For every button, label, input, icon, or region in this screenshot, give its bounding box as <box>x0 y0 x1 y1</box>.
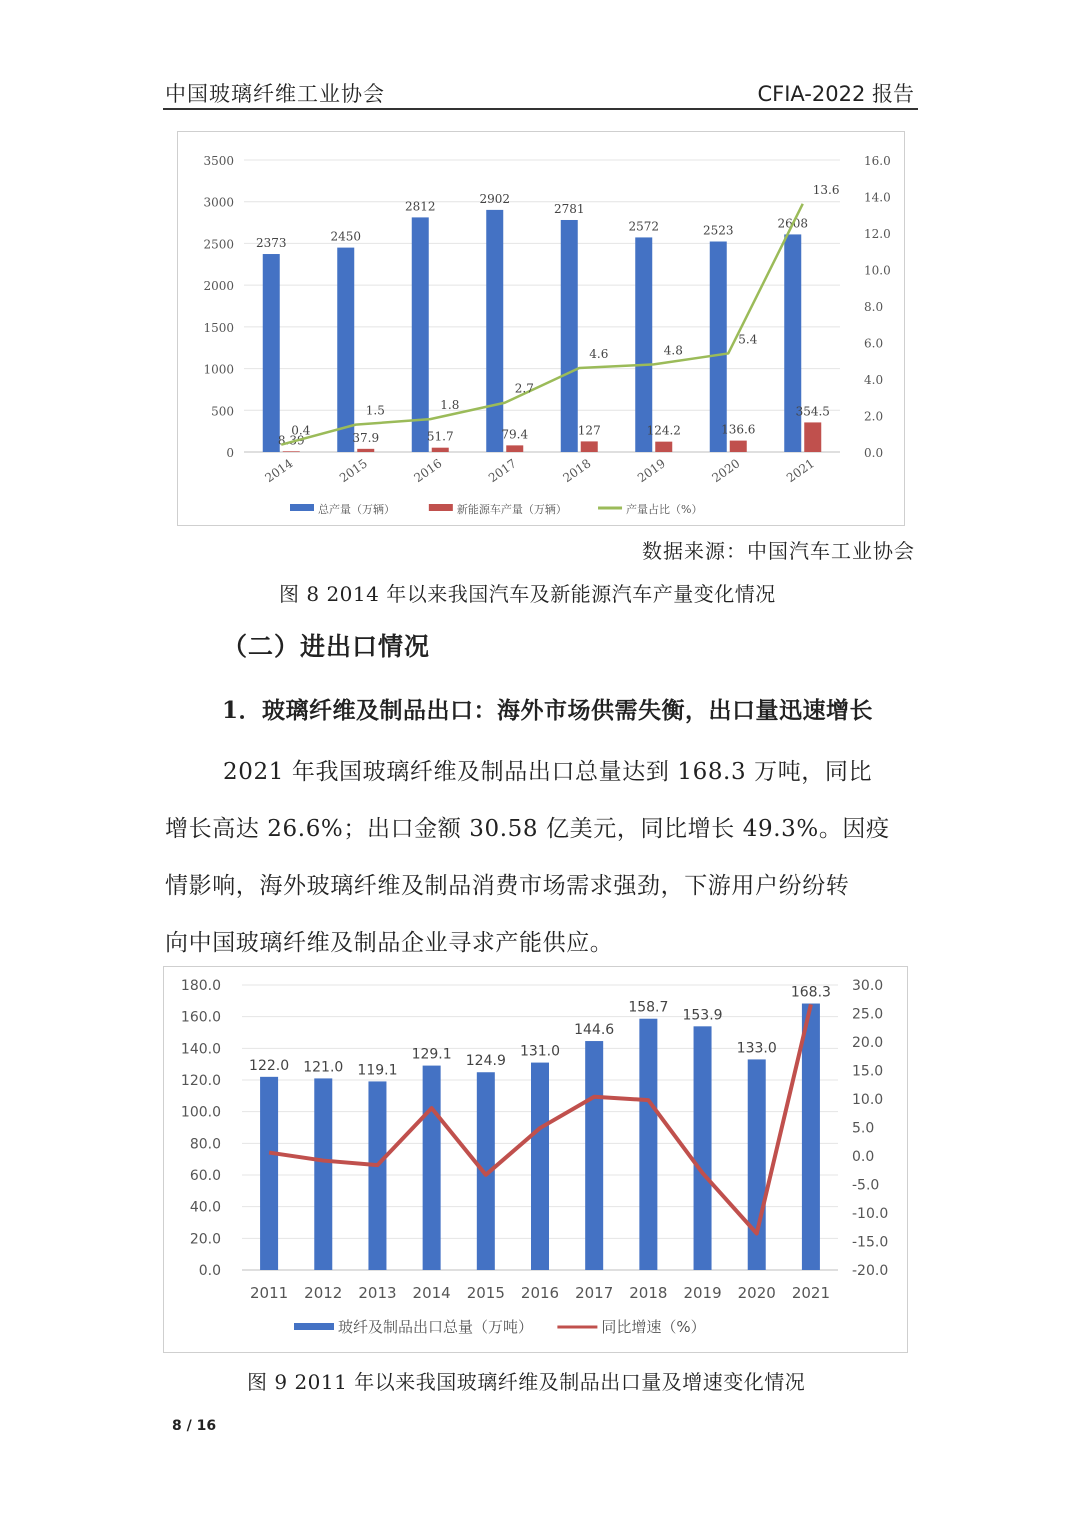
bar <box>694 1026 712 1270</box>
data-label: 2373 <box>255 236 287 251</box>
data-label: 119.1 <box>357 1062 398 1079</box>
line-data-label: 0.4 <box>291 423 311 438</box>
y-tick-label: 160.0 <box>180 1009 221 1026</box>
bar <box>710 242 727 452</box>
figure-9-caption: 图 9 2011 年以来我国玻璃纤维及制品出口量及增速变化情况 <box>247 1370 806 1394</box>
bar <box>412 217 429 452</box>
legend-swatch <box>429 504 453 511</box>
figure-8-chart <box>177 131 905 526</box>
line-data-label: 1.8 <box>440 398 460 413</box>
x-tick-label: 2017 <box>485 456 519 486</box>
y-tick-label: 140.0 <box>180 1041 221 1058</box>
data-label: 8.39 <box>277 433 305 448</box>
figure-8-svg <box>178 132 904 525</box>
x-tick-label: 2014 <box>262 456 296 486</box>
subsection-heading: 1．玻璃纤维及制品出口：海外市场供需失衡，出口量迅速增长 <box>222 697 874 724</box>
x-tick-label: 2015 <box>466 1284 505 1302</box>
line-data-label: 5.4 <box>738 332 758 347</box>
x-tick-label: 2018 <box>629 1284 668 1302</box>
line-data-label: 13.6 <box>812 182 840 197</box>
y2-tick-label: -20.0 <box>852 1263 889 1279</box>
x-tick-label: 2019 <box>634 456 668 486</box>
paragraph-line: 2021 年我国玻璃纤维及制品出口总量达到 168.3 万吨，同比 <box>223 759 873 785</box>
y2-tick-label: 30.0 <box>852 978 884 994</box>
line-data-label: 4.8 <box>663 343 683 358</box>
y-tick-label: 2500 <box>203 237 234 252</box>
data-label: 121.0 <box>303 1059 344 1076</box>
bar <box>314 1078 332 1270</box>
y-tick-label: 2000 <box>203 279 234 294</box>
legend-swatch <box>290 504 314 511</box>
page-header <box>163 74 918 110</box>
y2-tick-label: 10.0 <box>852 1092 884 1108</box>
line-data-label: 1.5 <box>365 403 385 418</box>
data-label: 124.9 <box>465 1053 506 1070</box>
y-tick-label: 60.0 <box>189 1168 221 1184</box>
x-tick-label: 2016 <box>411 456 445 486</box>
y-tick-label: 80.0 <box>189 1136 221 1153</box>
x-tick-label: 2020 <box>737 1284 776 1302</box>
data-label: 51.7 <box>426 429 454 444</box>
x-tick-label: 2021 <box>783 456 817 486</box>
bar <box>581 441 598 452</box>
bar <box>748 1059 766 1270</box>
y2-tick-label: 10.0 <box>864 263 891 278</box>
bar <box>506 445 523 452</box>
x-tick-label: 2013 <box>358 1284 397 1302</box>
body-paragraph <box>165 744 915 972</box>
bar <box>368 1081 386 1270</box>
data-label: 2902 <box>479 191 511 206</box>
x-tick-label: 2017 <box>575 1284 614 1302</box>
y-tick-label: 3000 <box>203 195 234 210</box>
x-tick-label: 2020 <box>709 456 743 486</box>
data-label: 79.4 <box>501 427 529 442</box>
data-label: 2450 <box>330 229 362 244</box>
paragraph-line: 向中国玻璃纤维及制品企业寻求产能供应。 <box>165 930 614 956</box>
line-data-label: 2.7 <box>514 381 534 396</box>
bar <box>432 448 449 452</box>
y-tick-label: 20.0 <box>189 1231 221 1248</box>
header-report-title: CFIA-2022 报告 <box>757 82 914 106</box>
data-label: 122.0 <box>249 1057 290 1074</box>
x-tick-label: 2014 <box>412 1284 451 1302</box>
y2-tick-label: -10.0 <box>852 1206 889 1222</box>
paragraph-line: 增长高达 26.6%；出口金额 30.58 亿美元，同比增长 49.3%。因疫 <box>165 816 890 842</box>
bar <box>263 254 280 452</box>
y2-tick-label: 8.0 <box>864 300 884 314</box>
bar <box>357 449 374 452</box>
y-tick-label: 0.0 <box>198 1263 221 1279</box>
bar <box>784 234 801 452</box>
x-tick-label: 2011 <box>249 1284 289 1302</box>
y2-tick-label: 20.0 <box>852 1035 884 1051</box>
x-tick-label: 2021 <box>791 1284 831 1302</box>
figure-8-caption: 图 8 2014 年以来我国汽车及新能源汽车产量变化情况 <box>279 582 776 606</box>
y2-tick-label: 25.0 <box>852 1006 884 1023</box>
y-tick-label: 180.0 <box>180 978 221 994</box>
data-label: 2572 <box>628 219 660 234</box>
figure-9-chart <box>163 966 908 1353</box>
data-label: 131.0 <box>519 1043 561 1060</box>
data-label: 127 <box>577 423 601 438</box>
figure-9-svg <box>164 967 907 1352</box>
y2-tick-label: 5.0 <box>852 1120 875 1137</box>
data-label: 153.9 <box>682 1007 723 1024</box>
page-number: 8 / 16 <box>172 1418 217 1434</box>
legend-label: 同比增速（%） <box>601 1318 706 1336</box>
data-label: 2781 <box>553 201 585 216</box>
y-tick-label: 40.0 <box>189 1199 221 1216</box>
x-tick-label: 2018 <box>560 456 594 486</box>
bar <box>561 220 578 452</box>
y-tick-label: 100.0 <box>180 1104 221 1121</box>
legend-label: 新能源车产量（万辆） <box>456 503 567 516</box>
data-label: 129.1 <box>411 1046 452 1063</box>
bar <box>639 1019 657 1270</box>
y2-tick-label: 4.0 <box>864 373 884 387</box>
data-label: 168.3 <box>790 984 831 1001</box>
y-tick-label: 0 <box>226 446 234 460</box>
data-label: 158.7 <box>628 999 669 1016</box>
y2-tick-label: 12.0 <box>864 227 891 241</box>
legend-label: 总产量（万辆） <box>318 503 395 516</box>
data-label: 2812 <box>404 199 436 214</box>
bar <box>531 1063 549 1270</box>
bar <box>635 237 652 452</box>
y2-tick-label: 6.0 <box>864 336 884 351</box>
x-tick-label: 2012 <box>304 1284 343 1302</box>
bar <box>337 248 354 452</box>
y-tick-label: 1000 <box>203 362 234 377</box>
bar <box>730 441 747 452</box>
data-label: 2608 <box>777 216 809 231</box>
y2-tick-label: 14.0 <box>864 190 891 205</box>
y2-tick-label: 0.0 <box>864 446 884 460</box>
y-tick-label: 120.0 <box>180 1073 221 1089</box>
bar <box>585 1041 603 1270</box>
x-tick-label: 2016 <box>520 1284 560 1302</box>
legend-swatch <box>294 1323 334 1330</box>
y2-tick-label: -15.0 <box>852 1234 889 1251</box>
legend-label: 玻纤及制品出口总量（万吨） <box>338 1318 534 1336</box>
section-heading: （二）进出口情况 <box>222 632 431 661</box>
bar <box>655 442 672 452</box>
bar <box>423 1066 441 1270</box>
y2-tick-label: 16.0 <box>864 154 891 168</box>
data-label: 37.9 <box>352 430 380 445</box>
bar <box>804 422 821 452</box>
y-tick-label: 3500 <box>203 154 234 168</box>
bar <box>260 1077 278 1270</box>
line-data-label: 4.6 <box>589 347 609 362</box>
data-label: 133.0 <box>736 1040 777 1057</box>
data-label: 354.5 <box>795 404 830 419</box>
data-label: 136.6 <box>721 422 756 437</box>
bar <box>486 210 503 452</box>
data-label: 144.6 <box>574 1022 615 1039</box>
data-label: 2523 <box>702 223 734 238</box>
bar <box>283 451 300 452</box>
y2-tick-label: 0.0 <box>852 1149 875 1165</box>
x-tick-label: 2015 <box>336 456 370 486</box>
y2-tick-label: 2.0 <box>864 409 884 424</box>
legend-label: 产量占比（%） <box>626 503 703 516</box>
y2-tick-label: 15.0 <box>852 1063 884 1080</box>
bar <box>802 1004 820 1270</box>
paragraph-line: 情影响，海外玻璃纤维及制品消费市场需求强劲，下游用户纷纷转 <box>165 873 850 899</box>
header-org-name: 中国玻璃纤维工业协会 <box>165 82 385 106</box>
x-tick-label: 2019 <box>683 1284 722 1302</box>
data-label: 124.2 <box>646 423 681 438</box>
y-tick-label: 500 <box>211 404 234 419</box>
figure-8-source: 数据来源：中国汽车工业协会 <box>642 539 915 563</box>
y2-tick-label: -5.0 <box>852 1177 880 1194</box>
y-tick-label: 1500 <box>203 320 234 335</box>
